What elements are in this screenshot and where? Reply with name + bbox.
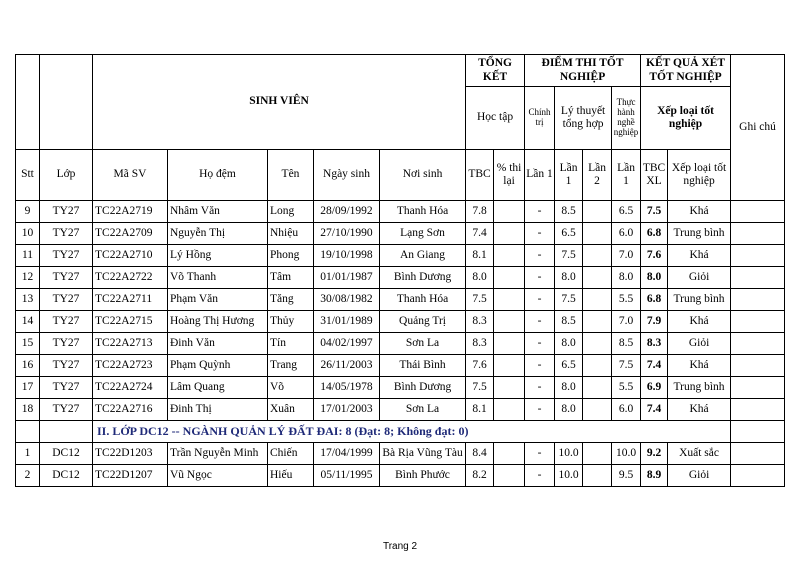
table-row xyxy=(16,465,785,487)
cell-ma-sv: TC22A2719 xyxy=(93,201,168,223)
header-ma-sv: Mã SV xyxy=(93,150,168,201)
cell-chinh-tri: - xyxy=(525,443,555,465)
cell-ly-thuyet-lan1: 6.5 xyxy=(555,223,583,245)
cell-ly-thuyet-lan1: 8.0 xyxy=(555,399,583,421)
cell-ten: Tín xyxy=(268,333,314,355)
cell-stt: 16 xyxy=(16,355,40,377)
header-tbc-xl: TBC XL xyxy=(641,150,668,201)
header-ghi-chu: Ghi chú xyxy=(731,55,785,201)
cell-thuc-hanh: 5.5 xyxy=(612,289,641,311)
header-lan1-ly-thuyet: Lần 1 xyxy=(555,150,583,201)
cell-ma-sv: TC22A2722 xyxy=(93,267,168,289)
cell-tbc: 8.2 xyxy=(466,465,494,487)
cell-ghi-chu xyxy=(731,289,785,311)
header-pct-thi-lai: % thi lại xyxy=(494,150,525,201)
header-sinh-vien: SINH VIÊN xyxy=(93,55,466,150)
table-row xyxy=(16,399,785,421)
cell-ngay-sinh: 28/09/1992 xyxy=(314,201,380,223)
cell-ly-thuyet-lan2 xyxy=(583,399,612,421)
cell-pct-thi-lai xyxy=(494,355,525,377)
cell-tbc-xl: 7.9 xyxy=(641,311,668,333)
cell-noi-sinh: Lạng Sơn xyxy=(380,223,466,245)
cell-tbc-xl: 7.4 xyxy=(641,355,668,377)
table-row xyxy=(16,377,785,399)
header-ho-dem: Họ đệm xyxy=(168,150,268,201)
cell-chinh-tri: - xyxy=(525,399,555,421)
table-row xyxy=(16,355,785,377)
header-diem-thi: ĐIỂM THI TỐT NGHIỆP xyxy=(525,55,641,87)
cell-ly-thuyet-lan1: 7.5 xyxy=(555,289,583,311)
cell-stt: 2 xyxy=(16,465,40,487)
table-row xyxy=(16,267,785,289)
cell-thuc-hanh: 7.5 xyxy=(612,355,641,377)
cell-ma-sv: TC22A2709 xyxy=(93,223,168,245)
cell-ho-dem: Vũ Ngọc xyxy=(168,465,268,487)
cell-ho-dem: Hoàng Thị Hương xyxy=(168,311,268,333)
header-row-3 xyxy=(16,150,785,201)
cell-ho-dem: Võ Thanh xyxy=(168,267,268,289)
cell-xep-loai: Trung bình xyxy=(668,377,731,399)
cell-ly-thuyet-lan1: 10.0 xyxy=(555,443,583,465)
header-hoc-tap: Học tập xyxy=(466,87,525,150)
header-ngay-sinh: Ngày sinh xyxy=(314,150,380,201)
cell-xep-loai: Trung bình xyxy=(668,289,731,311)
header-ly-thuyet: Lý thuyết tổng hợp xyxy=(555,87,612,150)
cell-pct-thi-lai xyxy=(494,245,525,267)
cell-pct-thi-lai xyxy=(494,399,525,421)
cell-stt: 14 xyxy=(16,311,40,333)
cell-ho-dem: Đinh Thị xyxy=(168,399,268,421)
cell-pct-thi-lai xyxy=(494,289,525,311)
cell-stt: 9 xyxy=(16,201,40,223)
cell-noi-sinh: An Giang xyxy=(380,245,466,267)
cell-ghi-chu xyxy=(731,333,785,355)
cell-ly-thuyet-lan1: 8.5 xyxy=(555,201,583,223)
cell-thuc-hanh: 6.0 xyxy=(612,223,641,245)
cell-pct-thi-lai xyxy=(494,223,525,245)
cell-tbc-xl: 7.6 xyxy=(641,245,668,267)
cell-tbc: 8.0 xyxy=(466,267,494,289)
cell-ten: Nhiệu xyxy=(268,223,314,245)
cell-ly-thuyet-lan2 xyxy=(583,201,612,223)
cell-lop: TY27 xyxy=(40,355,93,377)
cell-tbc: 7.4 xyxy=(466,223,494,245)
cell-ngay-sinh: 17/04/1999 xyxy=(314,443,380,465)
cell-ho-dem: Nguyễn Thị xyxy=(168,223,268,245)
cell-thuc-hanh: 10.0 xyxy=(612,443,641,465)
cell-chinh-tri: - xyxy=(525,333,555,355)
table-row xyxy=(16,333,785,355)
cell-tbc-xl: 7.4 xyxy=(641,399,668,421)
cell-chinh-tri: - xyxy=(525,245,555,267)
cell-ly-thuyet-lan2 xyxy=(583,333,612,355)
cell-thuc-hanh: 6.0 xyxy=(612,399,641,421)
cell-lop: TY27 xyxy=(40,223,93,245)
cell-xep-loai: Xuất sắc xyxy=(668,443,731,465)
cell-pct-thi-lai xyxy=(494,465,525,487)
cell-thuc-hanh: 6.5 xyxy=(612,201,641,223)
cell-noi-sinh: Thái Bình xyxy=(380,355,466,377)
cell-ho-dem: Trần Nguyễn Minh xyxy=(168,443,268,465)
cell-ly-thuyet-lan1: 8.0 xyxy=(555,377,583,399)
cell-tbc-xl: 7.5 xyxy=(641,201,668,223)
cell-ma-sv: TC22A2716 xyxy=(93,399,168,421)
cell-stt: 11 xyxy=(16,245,40,267)
cell-ly-thuyet-lan1: 10.0 xyxy=(555,465,583,487)
cell-ma-sv: TC22D1207 xyxy=(93,465,168,487)
cell-ho-dem: Lý Hồng xyxy=(168,245,268,267)
cell-xep-loai: Khá xyxy=(668,201,731,223)
cell-tbc: 8.1 xyxy=(466,399,494,421)
cell-chinh-tri: - xyxy=(525,465,555,487)
cell-ten: Tâm xyxy=(268,267,314,289)
cell-tbc-xl: 6.8 xyxy=(641,223,668,245)
cell-ly-thuyet-lan2 xyxy=(583,443,612,465)
cell-noi-sinh: Bình Dương xyxy=(380,377,466,399)
cell-tbc: 7.6 xyxy=(466,355,494,377)
cell-stt: 10 xyxy=(16,223,40,245)
cell-ten: Xuân xyxy=(268,399,314,421)
cell-ghi-chu xyxy=(731,223,785,245)
cell-ly-thuyet-lan1: 7.5 xyxy=(555,245,583,267)
cell-chinh-tri: - xyxy=(525,201,555,223)
cell-ngay-sinh: 01/01/1987 xyxy=(314,267,380,289)
cell-lop: TY27 xyxy=(40,201,93,223)
section-blank-note xyxy=(731,421,785,443)
cell-xep-loai: Giỏi xyxy=(668,333,731,355)
section-row xyxy=(16,421,785,443)
cell-ten: Tăng xyxy=(268,289,314,311)
header-thuc-hanh: Thực hành nghề nghiệp xyxy=(612,87,641,150)
cell-ten: Hiếu xyxy=(268,465,314,487)
header-lan1-chinh-tri: Lần 1 xyxy=(525,150,555,201)
cell-ngay-sinh: 04/02/1997 xyxy=(314,333,380,355)
cell-tbc-xl: 6.8 xyxy=(641,289,668,311)
cell-ly-thuyet-lan2 xyxy=(583,289,612,311)
cell-ten: Long xyxy=(268,201,314,223)
cell-ly-thuyet-lan2 xyxy=(583,377,612,399)
cell-ten: Võ xyxy=(268,377,314,399)
cell-ngay-sinh: 30/08/1982 xyxy=(314,289,380,311)
header-row-1 xyxy=(16,55,785,87)
cell-ngay-sinh: 27/10/1990 xyxy=(314,223,380,245)
cell-ngay-sinh: 14/05/1978 xyxy=(314,377,380,399)
cell-ly-thuyet-lan1: 8.0 xyxy=(555,333,583,355)
cell-ly-thuyet-lan1: 8.5 xyxy=(555,311,583,333)
cell-chinh-tri: - xyxy=(525,289,555,311)
cell-tbc: 7.5 xyxy=(466,289,494,311)
table-row xyxy=(16,245,785,267)
cell-tbc: 8.3 xyxy=(466,311,494,333)
cell-ho-dem: Lâm Quang xyxy=(168,377,268,399)
cell-noi-sinh: Sơn La xyxy=(380,399,466,421)
cell-ghi-chu xyxy=(731,267,785,289)
cell-stt: 12 xyxy=(16,267,40,289)
cell-ly-thuyet-lan1: 8.0 xyxy=(555,267,583,289)
cell-ghi-chu xyxy=(731,311,785,333)
cell-ma-sv: TC22A2711 xyxy=(93,289,168,311)
cell-lop: TY27 xyxy=(40,377,93,399)
cell-xep-loai: Giỏi xyxy=(668,465,731,487)
cell-noi-sinh: Bình Phước xyxy=(380,465,466,487)
cell-ma-sv: TC22A2713 xyxy=(93,333,168,355)
cell-ly-thuyet-lan2 xyxy=(583,267,612,289)
cell-thuc-hanh: 5.5 xyxy=(612,377,641,399)
section-blank-stt xyxy=(16,421,40,443)
cell-xep-loai: Khá xyxy=(668,399,731,421)
header-blank-lop xyxy=(40,55,93,150)
cell-stt: 18 xyxy=(16,399,40,421)
cell-thuc-hanh: 7.0 xyxy=(612,245,641,267)
cell-chinh-tri: - xyxy=(525,355,555,377)
header-chinh-tri: Chính trị xyxy=(525,87,555,150)
cell-ghi-chu xyxy=(731,443,785,465)
cell-ten: Thủy xyxy=(268,311,314,333)
cell-ngay-sinh: 31/01/1989 xyxy=(314,311,380,333)
header-lan1-thuc-hanh: Lần 1 xyxy=(612,150,641,201)
cell-thuc-hanh: 8.0 xyxy=(612,267,641,289)
header-ket-qua: KẾT QUẢ XÉT TỐT NGHIỆP xyxy=(641,55,731,87)
cell-lop: TY27 xyxy=(40,267,93,289)
cell-ho-dem: Phạm Quỳnh xyxy=(168,355,268,377)
header-xep-loai: Xếp loại tốt nghiệp xyxy=(641,87,731,150)
cell-noi-sinh: Bà Rịa Vũng Tàu xyxy=(380,443,466,465)
cell-ma-sv: TC22D1203 xyxy=(93,443,168,465)
cell-ma-sv: TC22A2723 xyxy=(93,355,168,377)
cell-pct-thi-lai xyxy=(494,311,525,333)
cell-ma-sv: TC22A2724 xyxy=(93,377,168,399)
cell-thuc-hanh: 9.5 xyxy=(612,465,641,487)
cell-chinh-tri: - xyxy=(525,377,555,399)
cell-tbc-xl: 8.9 xyxy=(641,465,668,487)
cell-lop: TY27 xyxy=(40,333,93,355)
table-row xyxy=(16,223,785,245)
cell-tbc-xl: 6.9 xyxy=(641,377,668,399)
page-number: Trang 2 xyxy=(382,541,418,552)
cell-ghi-chu xyxy=(731,355,785,377)
cell-lop: TY27 xyxy=(40,311,93,333)
header-blank-stt xyxy=(16,55,40,150)
cell-noi-sinh: Thanh Hóa xyxy=(380,289,466,311)
cell-ngay-sinh: 05/11/1995 xyxy=(314,465,380,487)
cell-ma-sv: TC22A2710 xyxy=(93,245,168,267)
cell-chinh-tri: - xyxy=(525,311,555,333)
header-xep-loai-tot-nghiep: Xếp loại tốt nghiệp xyxy=(668,150,731,201)
cell-ten: Trang xyxy=(268,355,314,377)
table-row xyxy=(16,311,785,333)
cell-ly-thuyet-lan2 xyxy=(583,223,612,245)
cell-tbc: 7.5 xyxy=(466,377,494,399)
cell-ghi-chu xyxy=(731,201,785,223)
cell-chinh-tri: - xyxy=(525,223,555,245)
graduation-results-table xyxy=(15,54,785,487)
cell-stt: 15 xyxy=(16,333,40,355)
cell-stt: 1 xyxy=(16,443,40,465)
cell-ma-sv: TC22A2715 xyxy=(93,311,168,333)
section-blank-lop xyxy=(40,421,93,443)
cell-xep-loai: Khá xyxy=(668,245,731,267)
section-title: II. LỚP DC12 -- NGÀNH QUẢN LÝ ĐẤT ĐAI: 8 (Đạt: 8; Không đạt: 0) xyxy=(93,421,731,443)
cell-ho-dem: Phạm Văn xyxy=(168,289,268,311)
cell-ly-thuyet-lan2 xyxy=(583,465,612,487)
cell-pct-thi-lai xyxy=(494,201,525,223)
cell-lop: DC12 xyxy=(40,465,93,487)
cell-ten: Chiến xyxy=(268,443,314,465)
cell-lop: TY27 xyxy=(40,399,93,421)
header-lan2-ly-thuyet: Lần 2 xyxy=(583,150,612,201)
cell-ly-thuyet-lan2 xyxy=(583,355,612,377)
cell-lop: TY27 xyxy=(40,245,93,267)
header-tbc: TBC xyxy=(466,150,494,201)
cell-xep-loai: Khá xyxy=(668,311,731,333)
cell-ghi-chu xyxy=(731,377,785,399)
cell-tbc-xl: 8.0 xyxy=(641,267,668,289)
cell-pct-thi-lai xyxy=(494,333,525,355)
cell-tbc: 7.8 xyxy=(466,201,494,223)
header-ten: Tên xyxy=(268,150,314,201)
cell-noi-sinh: Bình Dương xyxy=(380,267,466,289)
cell-tbc-xl: 8.3 xyxy=(641,333,668,355)
header-tong-ket: TỔNG KẾT xyxy=(466,55,525,87)
cell-ten: Phong xyxy=(268,245,314,267)
cell-xep-loai: Trung bình xyxy=(668,223,731,245)
cell-noi-sinh: Quảng Trị xyxy=(380,311,466,333)
cell-tbc: 8.1 xyxy=(466,245,494,267)
cell-noi-sinh: Sơn La xyxy=(380,333,466,355)
cell-ngay-sinh: 26/11/2003 xyxy=(314,355,380,377)
table-row xyxy=(16,201,785,223)
cell-chinh-tri: - xyxy=(525,267,555,289)
cell-thuc-hanh: 8.5 xyxy=(612,333,641,355)
cell-ngay-sinh: 19/10/1998 xyxy=(314,245,380,267)
cell-ho-dem: Nhâm Văn xyxy=(168,201,268,223)
cell-ly-thuyet-lan2 xyxy=(583,245,612,267)
cell-noi-sinh: Thanh Hóa xyxy=(380,201,466,223)
cell-ngay-sinh: 17/01/2003 xyxy=(314,399,380,421)
cell-thuc-hanh: 7.0 xyxy=(612,311,641,333)
cell-ghi-chu xyxy=(731,399,785,421)
table-row xyxy=(16,443,785,465)
cell-xep-loai: Giỏi xyxy=(668,267,731,289)
cell-ho-dem: Đinh Văn xyxy=(168,333,268,355)
cell-lop: DC12 xyxy=(40,443,93,465)
cell-tbc: 8.4 xyxy=(466,443,494,465)
cell-pct-thi-lai xyxy=(494,443,525,465)
header-noi-sinh: Nơi sinh xyxy=(380,150,466,201)
cell-pct-thi-lai xyxy=(494,377,525,399)
header-lop: Lớp xyxy=(40,150,93,201)
table-row xyxy=(16,289,785,311)
cell-ghi-chu xyxy=(731,245,785,267)
cell-pct-thi-lai xyxy=(494,267,525,289)
cell-ghi-chu xyxy=(731,465,785,487)
header-stt: Stt xyxy=(16,150,40,201)
cell-ly-thuyet-lan2 xyxy=(583,311,612,333)
cell-xep-loai: Khá xyxy=(668,355,731,377)
cell-ly-thuyet-lan1: 6.5 xyxy=(555,355,583,377)
cell-lop: TY27 xyxy=(40,289,93,311)
cell-stt: 13 xyxy=(16,289,40,311)
cell-stt: 17 xyxy=(16,377,40,399)
cell-tbc: 8.3 xyxy=(466,333,494,355)
cell-tbc-xl: 9.2 xyxy=(641,443,668,465)
